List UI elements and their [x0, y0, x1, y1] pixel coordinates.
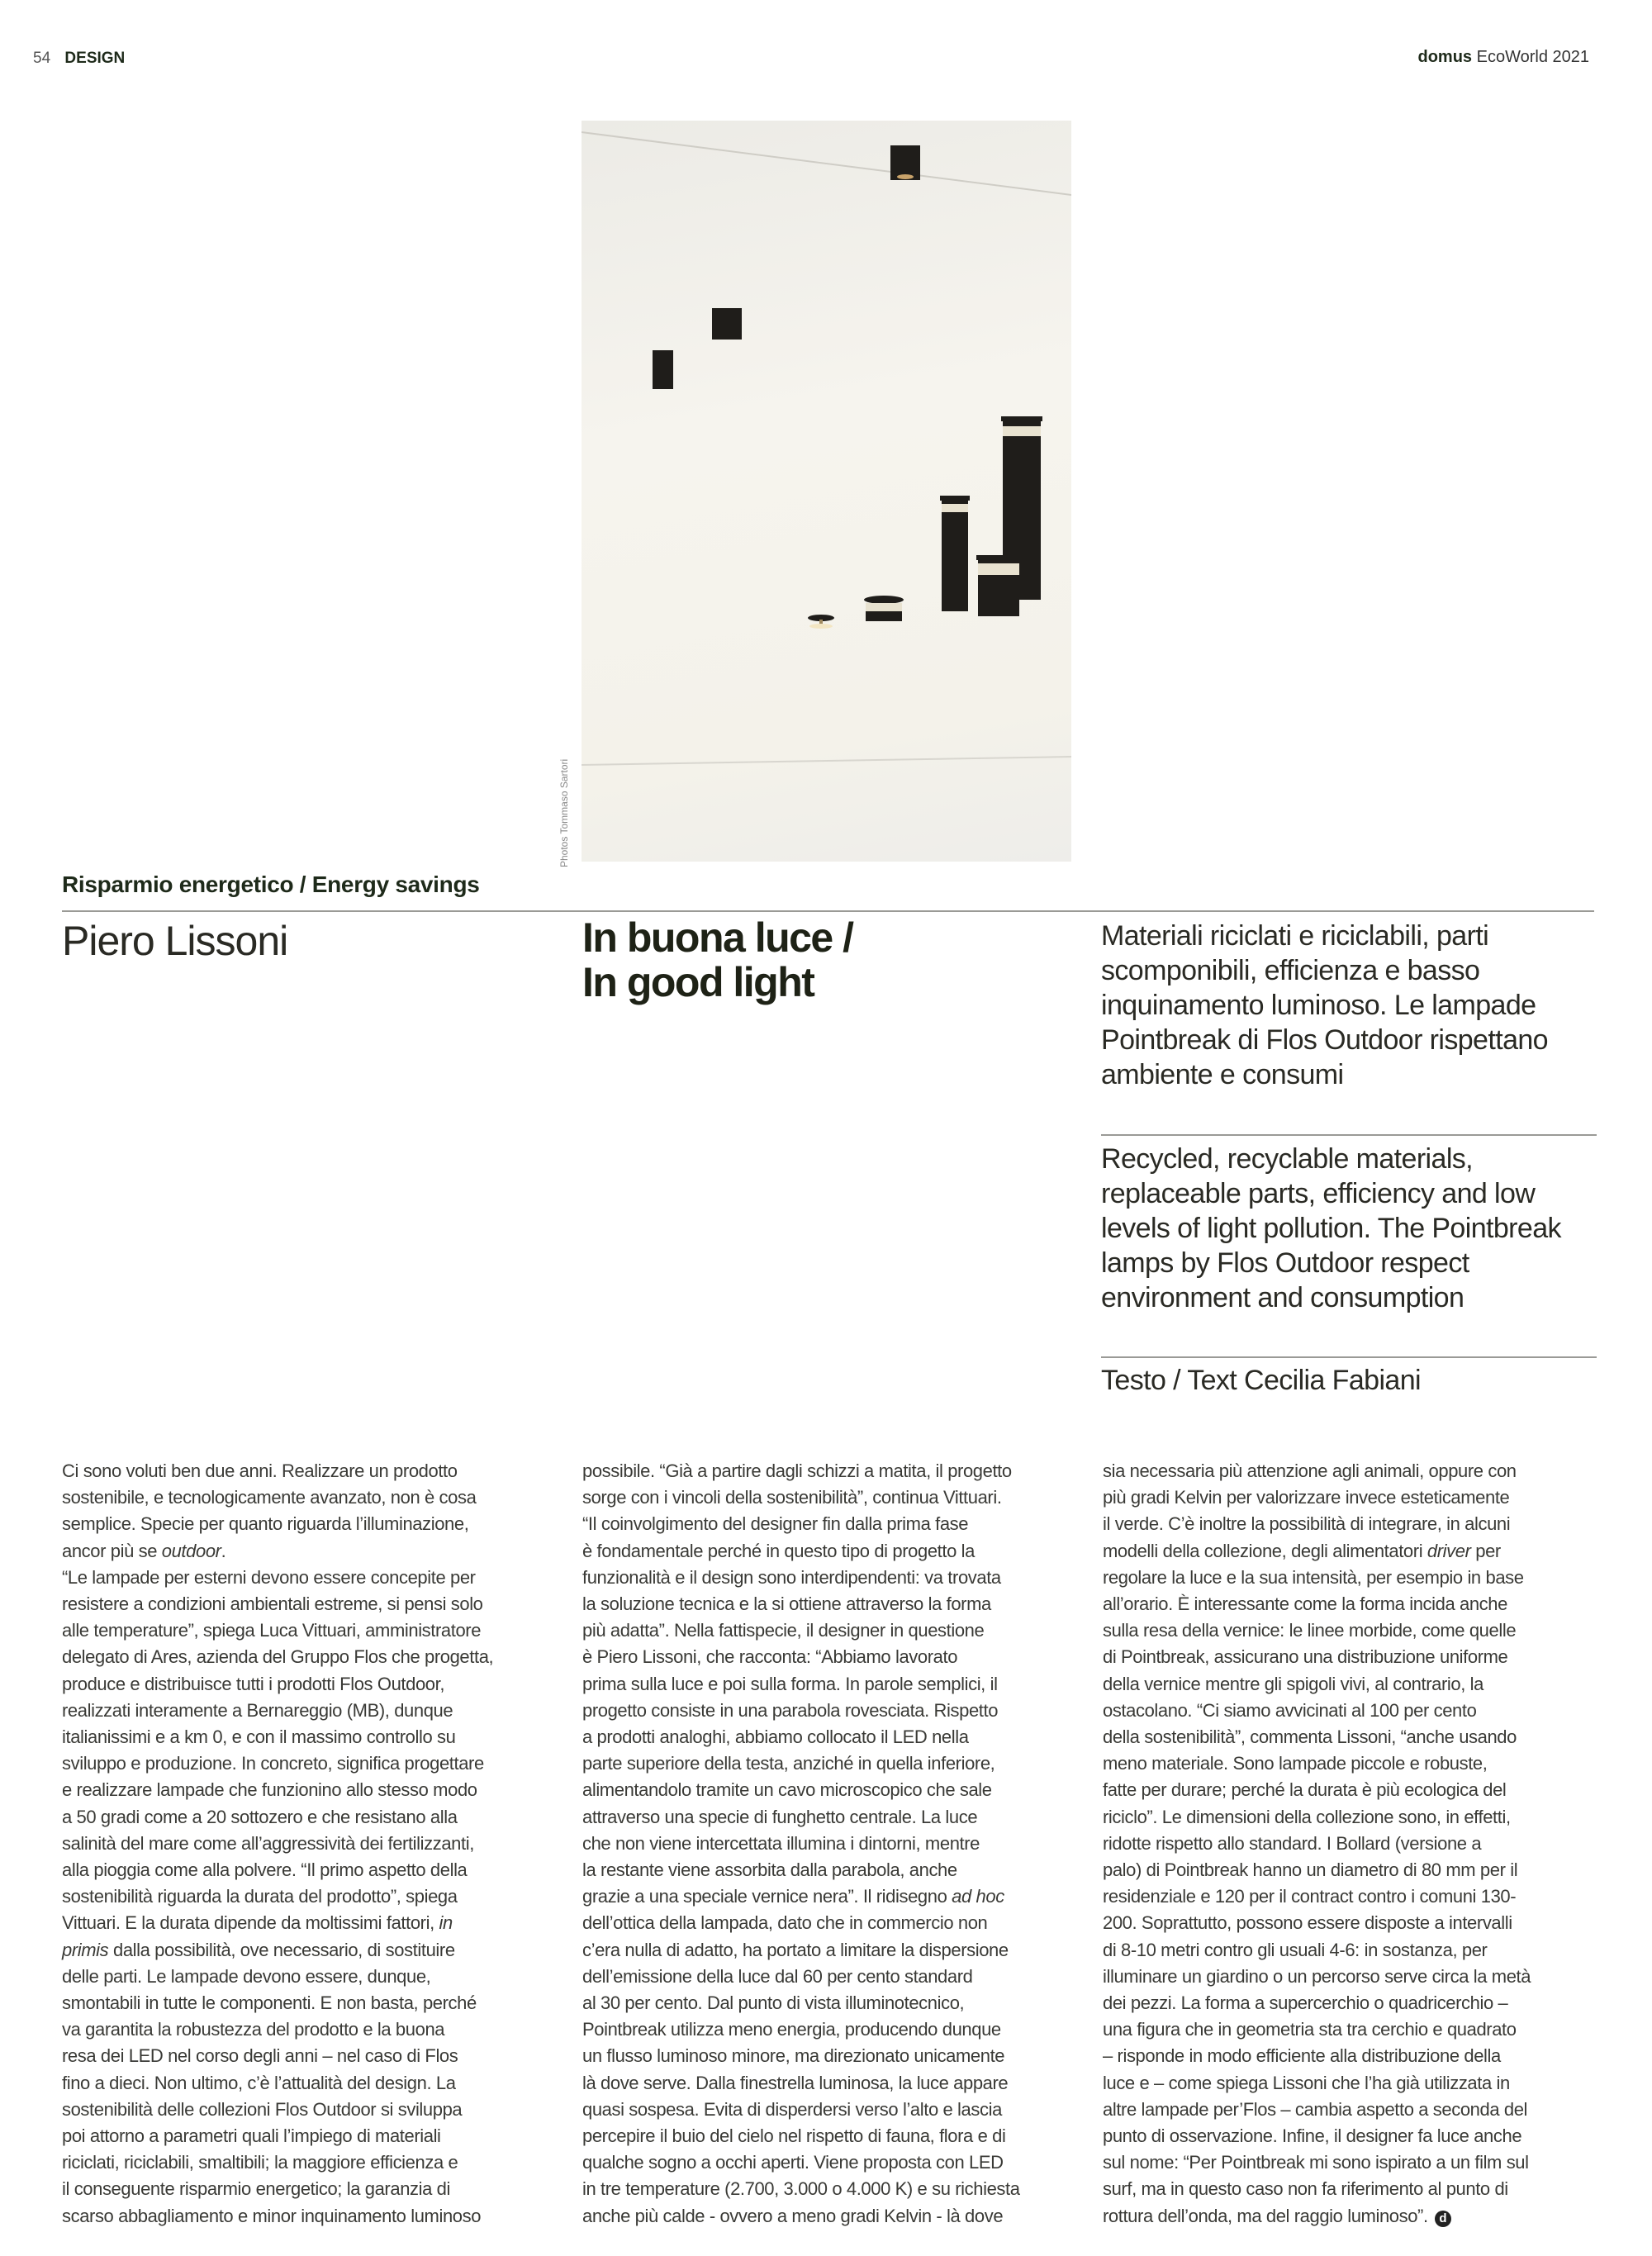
body-line: più gradi Kelvin per valorizzare invece esteticamente [1103, 1487, 1510, 1508]
body-line: luce e – come spiega Lissoni che l’ha già utilizzata in [1103, 2072, 1510, 2093]
body-line: di Pointbreak, assicurano una distribuzione uniforme [1103, 1646, 1508, 1668]
body-line: altre lampade per’Flos – cambia aspetto a seconda del [1103, 2098, 1528, 2120]
body-line: della sostenibilità”, commenta Lissoni, “anche usando [1103, 1726, 1517, 1748]
wall-lamp-upper [712, 308, 742, 340]
body-line: delle parti. Le lampade devono essere, dunque, [62, 1965, 431, 1987]
body-line: sostenibilità riguarda la durata del prodotto”, spiega [62, 1886, 458, 1907]
body-line: rottura dell’onda, ma del raggio luminoso”. d [1103, 2203, 1607, 2230]
body-column-3 [1103, 1458, 1607, 2230]
body-line: realizzati interamente a Bernareggio (MB), dunque [62, 1699, 453, 1721]
body-line: è fondamentale perché in questo tipo di progetto la [582, 1540, 975, 1561]
body-line: punto di osservazione. Infine, il designer fa luce anche [1103, 2125, 1522, 2147]
body-line: riciclati, riciclabili, smaltibili; la maggiore efficienza e [62, 2152, 458, 2173]
body-line: percepire il buio del cielo nel rispetto di fauna, flora e di [582, 2125, 1006, 2147]
italic-term: ad hoc [952, 1886, 1004, 1907]
body-line: sostenibilità delle collezioni Flos Outdoor si sviluppa [62, 2098, 463, 2120]
body-line: delegato di Ares, azienda del Gruppo Flos che progetta, [62, 1646, 494, 1668]
body-line: Ci sono voluti ben due anni. Realizzare un prodotto [62, 1460, 458, 1481]
deck-line: inquinamento luminoso. Le lampade [1101, 990, 1536, 1021]
body-line: la soluzione tecnica e la si ottiene attraverso la forma [582, 1593, 991, 1615]
body-line: anche più calde - ovvero a meno gradi Kelvin - là dove [582, 2205, 1004, 2226]
italic-term: driver [1427, 1540, 1471, 1561]
designer-name: Piero Lissoni [62, 918, 288, 964]
deck-english [1101, 1142, 1597, 1315]
article-title [582, 915, 853, 1005]
body-line: modelli della collezione, degli alimentatori driver per [1103, 1540, 1501, 1561]
magazine-brand: domus [1417, 48, 1473, 66]
body-line: della vernice mentre gli spigoli vivi, al contrario, la [1103, 1673, 1483, 1694]
body-line: semplice. Specie per quanto riguarda l’illuminazione, [62, 1513, 469, 1535]
body-line: italianissimi e a km 0, e con il massimo controllo su [62, 1726, 456, 1748]
body-line: residenziale e 120 per il contract contro i comuni 130- [1103, 1886, 1517, 1907]
bollard-short [976, 555, 1021, 616]
ceiling-lamp [890, 145, 920, 180]
body-line: scarso abbagliamento e minor inquinamento luminoso [62, 2205, 482, 2226]
body-line: illuminare un giardino o un percorso serve circa la metà [1103, 1965, 1531, 1987]
divider [1101, 1356, 1597, 1358]
body-line: dell’emissione della luce dal 60 per cento standard [582, 1965, 973, 1987]
body-line: smontabili in tutte le componenti. E non basta, perché [62, 1992, 477, 2014]
body-line: è Piero Lissoni, che racconta: “Abbiamo lavorato [582, 1646, 958, 1668]
body-line: va garantita la robustezza del prodotto e la buona [62, 2019, 445, 2040]
pointbreak-lamps-image [582, 121, 1071, 862]
body-line: attraverso una specie di funghetto centrale. La luce [582, 1806, 978, 1827]
body-line: ridotte rispetto allo standard. I Bollard (versione a [1103, 1832, 1482, 1854]
body-line: qualche sogno a occhi aperti. Viene proposta con LED [582, 2152, 1004, 2173]
body-line: riciclo”. Le dimensioni della collezione sono, in effetti, [1103, 1806, 1511, 1827]
body-line: resa dei LED nel corso degli anni – nel caso di Flos [62, 2045, 458, 2067]
body-line: prima sulla luce e poi sulla forma. In parole semplici, il [582, 1673, 998, 1694]
ground-lamp-round [864, 596, 904, 621]
body-line: – risponde in modo efficiente alla distribuzione della [1103, 2045, 1501, 2067]
body-line: sulla resa della vernice: le linee morbide, come quelle [1103, 1620, 1517, 1641]
deck-italian [1101, 919, 1597, 1092]
body-line: di 8-10 metri contro gli usuali 4-6: in sostanza, per [1103, 1939, 1488, 1960]
end-of-article-mark: d [1435, 2211, 1451, 2227]
body-line: una figura che in geometria sta tra cerchio e quadrato [1103, 2019, 1517, 2040]
body-line: e realizzare lampade che funzionino allo stesso modo [62, 1779, 477, 1801]
body-line: produce e distribuisce tutti i prodotti Flos Outdoor, [62, 1673, 445, 1694]
body-line: sorge con i vincoli della sostenibilità”, continua Vittuari. [582, 1487, 1002, 1508]
divider [62, 910, 1594, 912]
body-line: primis dalla possibilità, ove necessario, di sostituire [62, 1939, 455, 1960]
body-line: sia necessaria più attenzione agli animali, oppure con [1103, 1460, 1517, 1481]
body-line: là dove serve. Dalla finestrella luminosa, la luce appare [582, 2072, 1009, 2093]
body-line: a prodotti analoghi, abbiamo collocato il LED nella [582, 1726, 969, 1748]
page-number: 54 [33, 50, 51, 67]
body-line: alle temperature”, spiega Luca Vittuari, amministratore [62, 1620, 482, 1641]
deck-line: ambiente e consumi [1101, 1059, 1344, 1090]
page-header-left [33, 50, 125, 68]
photo-credit: Photos Tommaso Sartori [558, 758, 570, 867]
body-line: dell’ottica della lampada, dato che in commercio non [582, 1912, 988, 1934]
body-line: meno materiale. Sono lampade piccole e robuste, [1103, 1753, 1488, 1774]
body-line: al 30 per cento. Dal punto di vista illuminotecnico, [582, 1992, 965, 2014]
byline: Testo / Text Cecilia Fabiani [1101, 1365, 1421, 1396]
italic-term: in [439, 1912, 453, 1934]
body-line: fino a dieci. Non ultimo, c’è l’attualità del design. La [62, 2072, 456, 2093]
ground-lamp-small [808, 615, 834, 629]
body-line: Vittuari. E la durata dipende da moltissimi fattori, in [62, 1912, 453, 1934]
body-line: progetto consiste in una parabola rovesciata. Rispetto [582, 1699, 999, 1721]
body-line: quasi sospesa. Evita di disperdersi verso l’alto e lascia [582, 2098, 1002, 2120]
body-line: salinità del mare come all’aggressività dei fertilizzanti, [62, 1832, 474, 1854]
body-line: sostenibile, e tecnologicamente avanzato, non è cosa [62, 1487, 477, 1508]
body-line: “Il coinvolgimento del designer fin dalla prima fase [582, 1513, 969, 1535]
deck-line: Recycled, recyclable materials, [1101, 1143, 1474, 1175]
title-italian: In buona luce / [582, 914, 853, 961]
body-line: parte superiore della testa, anziché in quella inferiore, [582, 1753, 995, 1774]
issue-label: EcoWorld 2021 [1476, 48, 1589, 66]
body-line: resistere a condizioni ambientali estreme, si pensi solo [62, 1593, 483, 1615]
page-header-right [1417, 48, 1589, 67]
floor-edge [582, 757, 1071, 765]
body-line: poi attorno a parametri quali l’impiego di materiali [62, 2125, 441, 2147]
deck-line: scomponibili, efficienza e basso [1101, 955, 1480, 986]
italic-term: outdoor [161, 1540, 221, 1561]
body-line: ancor più se outdoor. [62, 1540, 226, 1561]
body-column-2 [582, 1458, 1086, 2230]
body-line: sviluppo e produzione. In concreto, significa progettare [62, 1753, 484, 1774]
deck-line: environment and consumption [1101, 1282, 1464, 1313]
body-line: più adatta”. Nella fattispecie, il designer in questione [582, 1620, 985, 1641]
body-line: grazie a una speciale vernice nera”. Il ridisegno ad hoc [582, 1886, 1004, 1907]
deck-line: lamps by Flos Outdoor respect [1101, 1247, 1469, 1279]
body-line: alla pioggia come alla polvere. “Il primo aspetto della [62, 1859, 468, 1881]
article-category: Risparmio energetico / Energy savings [62, 872, 480, 897]
body-line: in tre temperature (2.700, 3.000 o 4.000 K) e su richiesta [582, 2178, 1020, 2200]
body-line: fatte per durare; perché la durata è più ecologica del [1103, 1779, 1507, 1801]
wall-lamp-lower [653, 350, 673, 389]
body-line: funzionalità e il design sono interdipendenti: va trovata [582, 1566, 1001, 1588]
deck-line: replaceable parts, efficiency and low [1101, 1178, 1536, 1209]
body-line: “Le lampade per esterni devono essere concepite per [62, 1566, 476, 1588]
body-line: la restante viene assorbita dalla parabola, anche [582, 1859, 957, 1881]
deck-line: Materiali riciclati e riciclabili, parti [1101, 920, 1489, 952]
title-english: In good light [582, 959, 814, 1005]
body-line: c’era nulla di adatto, ha portato a limitare la dispersione [582, 1939, 1009, 1960]
section-label: DESIGN [64, 50, 126, 67]
body-line: Pointbreak utilizza meno energia, producendo dunque [582, 2019, 1001, 2040]
body-line: 200. Soprattutto, possono essere disposte a intervalli [1103, 1912, 1512, 1934]
body-column-1 [62, 1458, 566, 2230]
italic-term: primis [62, 1939, 109, 1960]
ceiling-edge [582, 132, 1071, 195]
body-line: ostacolano. “Ci siamo avvicinati al 100 per cento [1103, 1699, 1477, 1721]
body-line: dei pezzi. La forma a supercerchio o quadricerchio – [1103, 1992, 1508, 2014]
body-line: il verde. C’è inoltre la possibilità di integrare, in alcuni [1103, 1513, 1511, 1535]
deck-line: Pointbreak di Flos Outdoor rispettano [1101, 1024, 1548, 1056]
body-line: palo) di Pointbreak hanno un diametro di 80 mm per il [1103, 1859, 1518, 1881]
deck-line: levels of light pollution. The Pointbreak [1101, 1213, 1561, 1244]
body-line: surf, ma in questo caso non fa riferimento al punto di [1103, 2178, 1508, 2200]
body-line: possibile. “Già a partire dagli schizzi a matita, il progetto [582, 1460, 1012, 1481]
body-line: che non viene intercettata illumina i dintorni, mentre [582, 1832, 980, 1854]
body-line: regolare la luce e la sua intensità, per esempio in base [1103, 1566, 1524, 1588]
product-photo [582, 121, 1071, 862]
body-line: all’orario. È interessante come la forma incida anche [1103, 1593, 1507, 1615]
body-line: sul nome: “Per Pointbreak mi sono ispirato a un film sul [1103, 2152, 1529, 2173]
bollard-medium [940, 496, 970, 611]
body-line: il conseguente risparmio energetico; la garanzia di [62, 2178, 450, 2200]
body-line: un flusso luminoso minore, ma direzionato unicamente [582, 2045, 1005, 2067]
divider [1101, 1134, 1597, 1136]
body-line: alimentandolo tramite un cavo microscopico che sale [582, 1779, 992, 1801]
body-line: a 50 gradi come a 20 sottozero e che resistano alla [62, 1806, 458, 1827]
